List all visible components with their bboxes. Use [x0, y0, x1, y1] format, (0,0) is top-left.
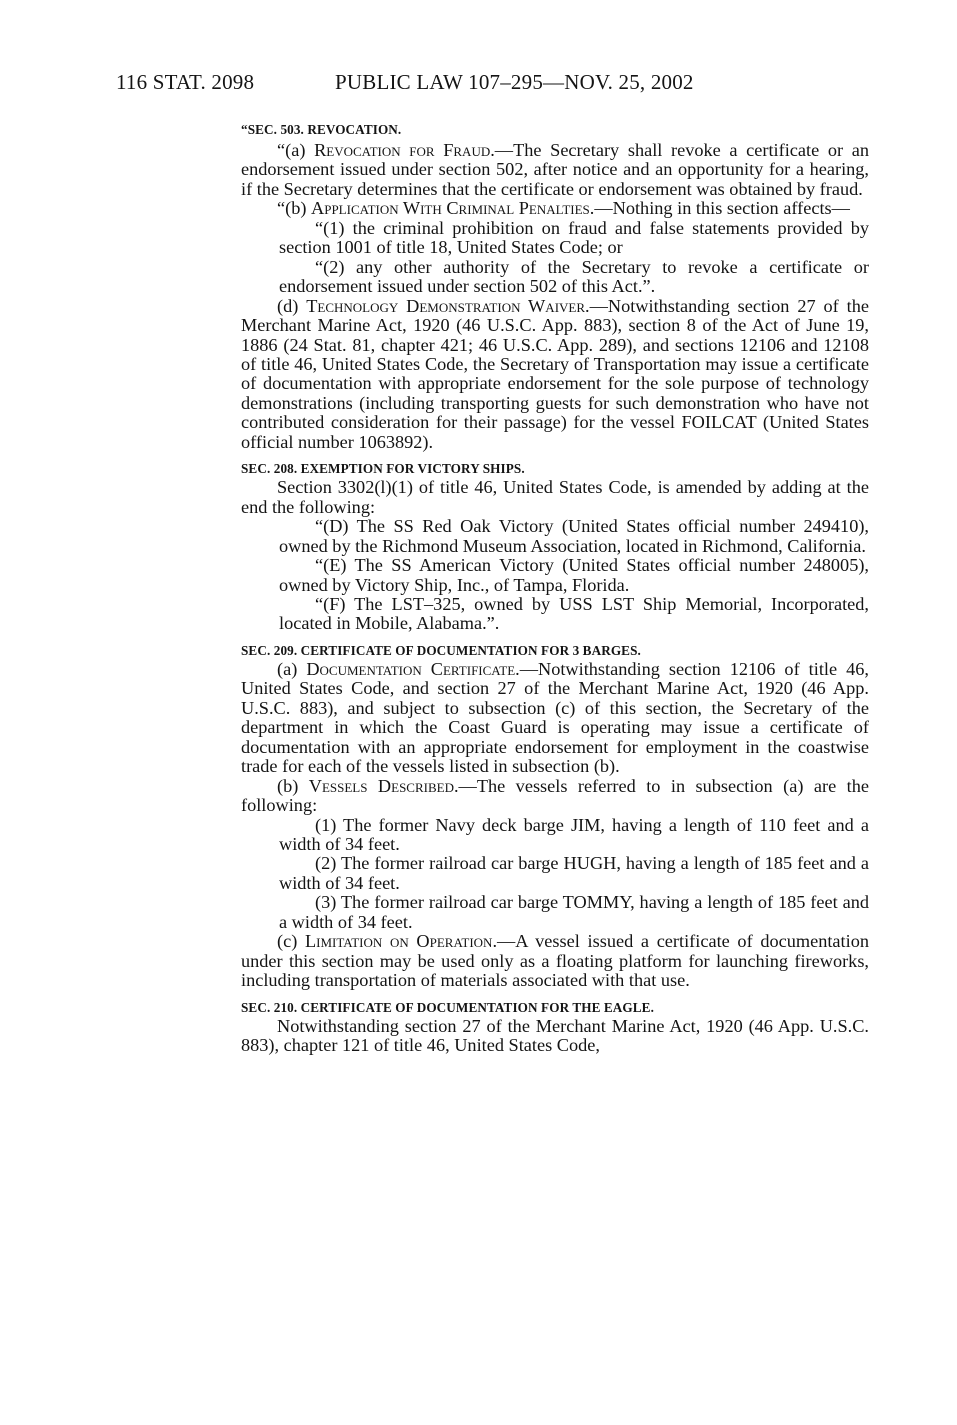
section-209-subsection-a	[241, 660, 869, 777]
section-208-item-e: “(E) The SS American Victory (United States official number 248005), owned by Victory Ship, Inc., of Tampa, Florida.	[279, 555, 869, 595]
subsection-label: (d)	[277, 295, 307, 316]
section-503-heading: “SEC. 503. REVOCATION.	[241, 122, 402, 137]
section-503-paragraph-1: “(1) the criminal prohibition on fraud and false statements provided by section 1001 of title 18, United States Code; or	[279, 217, 869, 258]
subsection-caption: Vessels Described	[308, 775, 454, 796]
subsection-label: “(b)	[277, 198, 312, 219]
section-209-vessel-1: (1) The former Navy deck barge JIM, having a length of 110 feet and a width of 34 feet.	[279, 814, 869, 854]
section-209-vessel-3: (3) The former railroad car barge TOMMY, having a length of 185 feet and a width of 34 feet.	[279, 892, 869, 932]
subsection-d-waiver	[241, 297, 869, 453]
subsection-caption: Technology Demonstration Waiver	[306, 295, 586, 316]
subsection-caption: Revocation for Fraud	[314, 140, 491, 160]
subsection-text: .—The Secretary shall revoke a certificate or an endorsement issued under section 502, after notice and an opportunity for a hearing, if the Secretary determines that the certificate or endorsement was obtained by fraud.	[241, 140, 869, 199]
running-header	[116, 70, 766, 100]
section-209-subsection-b	[241, 777, 869, 816]
section-210-heading: SEC. 210. CERTIFICATE OF DOCUMENTATION FOR THE EAGLE.	[241, 999, 654, 1015]
subsection-caption: Limitation on Operation	[304, 931, 493, 952]
public-law-title: PUBLIC LAW 107–295—NOV. 25, 2002	[335, 70, 694, 94]
subsection-caption: Documentation Certificate	[306, 658, 516, 679]
section-503-subsection-b	[241, 199, 869, 218]
subsection-text: .—Notwithstanding section 27 of the Merchant Marine Act, 1920 (46 U.S.C. App. 883), section 8 of the Act of June 19, 1886 (24 Stat. 81, chapter 421; 46 U.S.C. App. 289), and sections 12106 and 12108 of title 46, United States Code, the Secretary of Transportation may issue a certificate of documentation with appropriate endorsement for the sole purpose of technology demonstrations (including transporting guests for such demonstration who have not contributed consideration for their passage) for the vessel FOILCAT (United States official number 1063892).	[241, 295, 869, 452]
subsection-caption: Application With Criminal Penalties	[311, 198, 590, 219]
section-208-heading: SEC. 208. EXEMPTION FOR VICTORY SHIPS.	[241, 461, 525, 477]
section-503-subsection-a	[241, 141, 869, 199]
document-body	[241, 120, 869, 1055]
subsection-label: (c)	[277, 931, 305, 952]
section-208-item-d: “(D) The SS Red Oak Victory (United States official number 249410), owned by the Richmond Museum Association, located in Richmond, California.	[279, 516, 869, 556]
section-209-vessel-2: (2) The former railroad car barge HUGH, having a length of 185 feet and a width of 34 feet.	[279, 853, 869, 893]
subsection-text: .—The vessels referred to in subsection (a) are the following:	[241, 775, 869, 816]
subsection-label: (a)	[277, 658, 307, 679]
section-208-item-f: “(F) The LST–325, owned by USS LST Ship Memorial, Incorporated, located in Mobile, Alabama.”.	[279, 593, 869, 634]
section-209-subsection-c	[241, 932, 869, 990]
subsection-text: .—A vessel issued a certificate of documentation under this section may be used only as a floating platform for launching fireworks, including transportation of materials associated with that use.	[241, 931, 869, 991]
subsection-label: (b)	[277, 775, 309, 796]
subsection-label: “(a)	[277, 140, 315, 160]
section-209-heading: SEC. 209. CERTIFICATE OF DOCUMENTATION FOR 3 BARGES.	[241, 642, 641, 658]
subsection-text: .—Nothing in this section affects—	[589, 198, 850, 219]
section-503-paragraph-2: “(2) any other authority of the Secretary to revoke a certificate or endorsement issued under section 502 of this Act.”.	[279, 256, 869, 297]
section-210-text: Notwithstanding section 27 of the Merchant Marine Act, 1920 (46 App. U.S.C. 883), chapter 121 of title 46, United States Code,	[241, 1015, 869, 1056]
subsection-text: .—Notwithstanding section 12106 of title 46, United States Code, and section 27 of the Merchant Marine Act, 1920 (46 App. U.S.C. 883), and subject to subsection (c) of this section, the Secretary of the department in which the Coast Guard is operating may issue a certificate of documentation with an appropriate endorsement for employment in the coastwise trade for each of the vessels listed in subsection (b).	[241, 658, 869, 777]
statute-citation: 116 STAT. 2098	[116, 70, 255, 94]
section-208-intro: Section 3302(l)(1) of title 46, United States Code, is amended by adding at the end the following:	[241, 477, 869, 517]
